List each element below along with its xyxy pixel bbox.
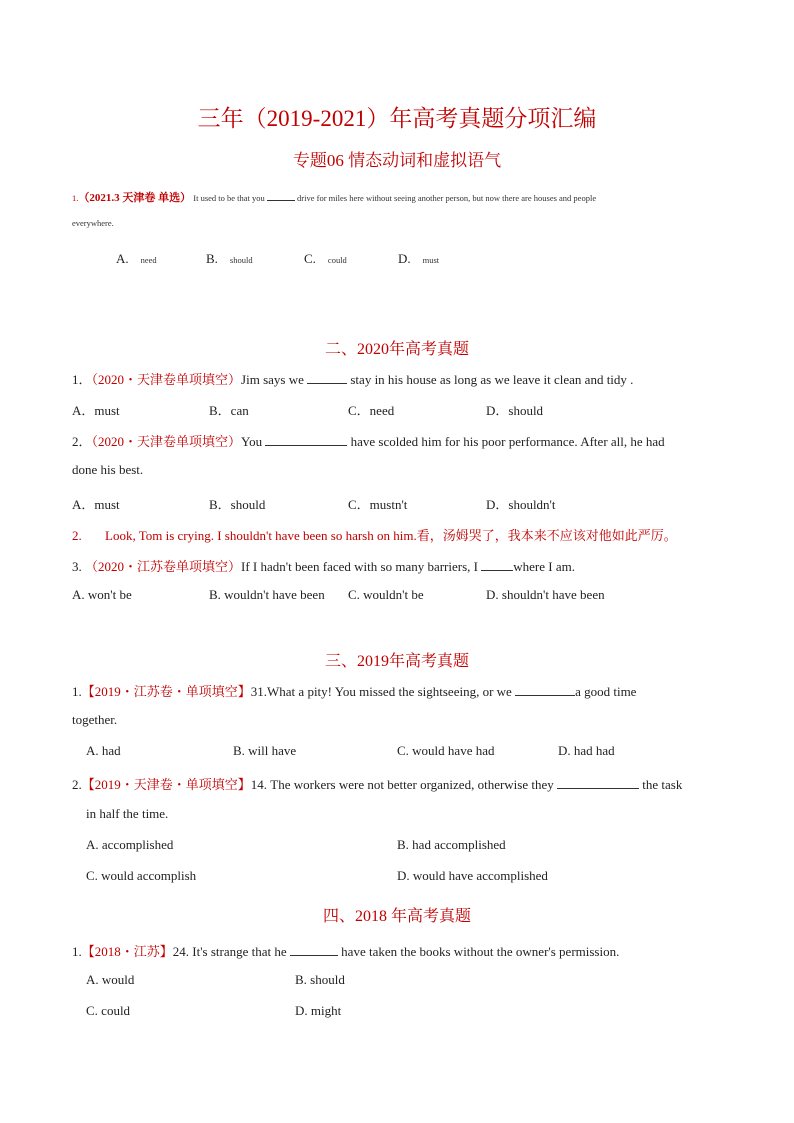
- option-a: A. accomplished: [86, 837, 174, 852]
- answer-blank: [557, 778, 639, 789]
- question-number: 2．: [72, 434, 92, 449]
- question-2020-3: [72, 556, 575, 575]
- option-b: B. wouldn't have been: [209, 587, 325, 602]
- option-d: D. would have accomplished: [397, 868, 548, 883]
- answer-blank: [290, 945, 338, 956]
- question-text-part3: in half the time.: [86, 806, 169, 821]
- question-source-tag: （2021.3 天津卷 单选）: [78, 192, 192, 204]
- option-b: B．can: [209, 403, 249, 418]
- question-text-part1: 24. It's strange that he: [172, 944, 287, 959]
- option-c: C. could: [86, 1003, 131, 1018]
- question-number: 1.: [72, 684, 82, 699]
- answer-blank: [307, 373, 347, 384]
- option-c: C．need: [348, 403, 395, 418]
- option-2021-d: [398, 250, 439, 268]
- question-text-part3: everywhere.: [72, 218, 114, 228]
- answer-blank: [481, 560, 513, 571]
- question-source-tag: （2020・江苏卷单项填空）: [85, 559, 242, 574]
- option-letter: D.: [398, 251, 411, 266]
- option-c: C．mustn't: [348, 497, 408, 512]
- answer-text: Look, Tom is crying. I shouldn't have been so harsh on him.看，汤姆哭了，我本来不应该对他如此严厉。: [105, 528, 677, 543]
- option-a: A. had: [86, 743, 121, 758]
- option-a: A．must: [72, 497, 120, 512]
- option-text: could: [327, 255, 347, 265]
- question-text-part3: together.: [72, 712, 118, 727]
- question-text-part2: where I am.: [513, 559, 575, 574]
- question-number: 2.: [72, 777, 82, 792]
- section-heading-2019: 三、2019年高考真题: [324, 653, 469, 670]
- option-2021-a: [116, 250, 157, 268]
- answer-blank: [265, 435, 347, 446]
- question-text-part2: a good time: [575, 684, 637, 699]
- option-2021-b: [206, 250, 253, 268]
- question-2019-2: [72, 774, 682, 793]
- option-letter: B.: [206, 251, 218, 266]
- answer-number: 2.: [72, 528, 82, 543]
- question-text-part2: stay in his house as long as we leave it clean and tidy .: [350, 372, 634, 387]
- question-text-part1: If I hadn't been faced with so many barriers, I: [241, 559, 478, 574]
- question-text-part1: It used to be that you: [193, 193, 265, 203]
- section-heading-2020: 二、2020年高考真题: [324, 341, 469, 358]
- question-2020-2: [72, 431, 665, 450]
- answer-blank: [515, 685, 575, 696]
- option-d: D. had had: [558, 743, 615, 758]
- question-source-tag: 【2019・江苏卷・单项填空】: [81, 684, 251, 699]
- option-a: A. would: [86, 972, 135, 987]
- option-c: C. wouldn't be: [348, 587, 424, 602]
- option-c: C. would accomplish: [86, 868, 197, 883]
- option-d: D. might: [295, 1003, 342, 1018]
- question-source-tag: 【2019・天津卷・单项填空】: [81, 777, 251, 792]
- question-text-part3: done his best.: [72, 462, 144, 477]
- question-number: 1.: [72, 193, 79, 203]
- option-text: need: [140, 255, 157, 265]
- option-b: B．should: [209, 497, 266, 512]
- option-letter: A.: [116, 251, 129, 266]
- option-b: B. had accomplished: [397, 837, 506, 852]
- question-2018-1: [72, 941, 619, 960]
- question-text-part1: 31.What a pity! You missed the sightseeing, or we: [250, 684, 512, 699]
- question-source-tag: 【2018・江苏】: [81, 944, 173, 959]
- option-text: must: [422, 255, 440, 265]
- option-d: D．shouldn't: [486, 497, 556, 512]
- question-number: 3.: [72, 559, 82, 574]
- page-title: 三年（2019-2021）年高考真题分项汇编: [197, 106, 597, 131]
- question-number: 1．: [72, 372, 92, 387]
- option-c: C. would have had: [397, 743, 495, 758]
- answer-explanation: [72, 525, 677, 544]
- section-heading-2018: 四、2018 年高考真题: [322, 908, 471, 925]
- option-b: B. will have: [233, 743, 297, 758]
- option-d: D．should: [486, 403, 544, 418]
- option-letter: C.: [304, 251, 316, 266]
- question-2020-1: [72, 369, 633, 388]
- question-number: 1.: [72, 944, 82, 959]
- option-b: B. should: [295, 972, 345, 987]
- question-2019-1: [72, 681, 636, 700]
- question-text-part2: have scolded him for his poor performance. After all, he had: [350, 434, 665, 449]
- question-2021-1: [72, 189, 596, 205]
- question-text-part2: the task: [642, 777, 683, 792]
- question-text-part1: You: [241, 434, 263, 449]
- question-source-tag: （2020・天津卷单项填空）: [91, 434, 242, 449]
- question-text-part1: Jim says we: [241, 372, 304, 387]
- page-subtitle: 专题06 情态动词和虚拟语气: [292, 151, 502, 170]
- question-text-part2: drive for miles here without seeing another person, but now there are houses and people: [297, 193, 597, 203]
- question-text-part2: have taken the books without the owner's permission.: [341, 944, 620, 959]
- question-text-part1: 14. The workers were not better organized, otherwise they: [250, 777, 554, 792]
- option-a: A. won't be: [72, 587, 132, 602]
- question-source-tag: （2020・天津卷单项填空）: [91, 372, 242, 387]
- option-a: A．must: [72, 403, 120, 418]
- option-d: D. shouldn't have been: [486, 587, 605, 602]
- option-text: should: [229, 255, 253, 265]
- option-2021-c: [304, 250, 347, 268]
- answer-blank: [267, 190, 295, 201]
